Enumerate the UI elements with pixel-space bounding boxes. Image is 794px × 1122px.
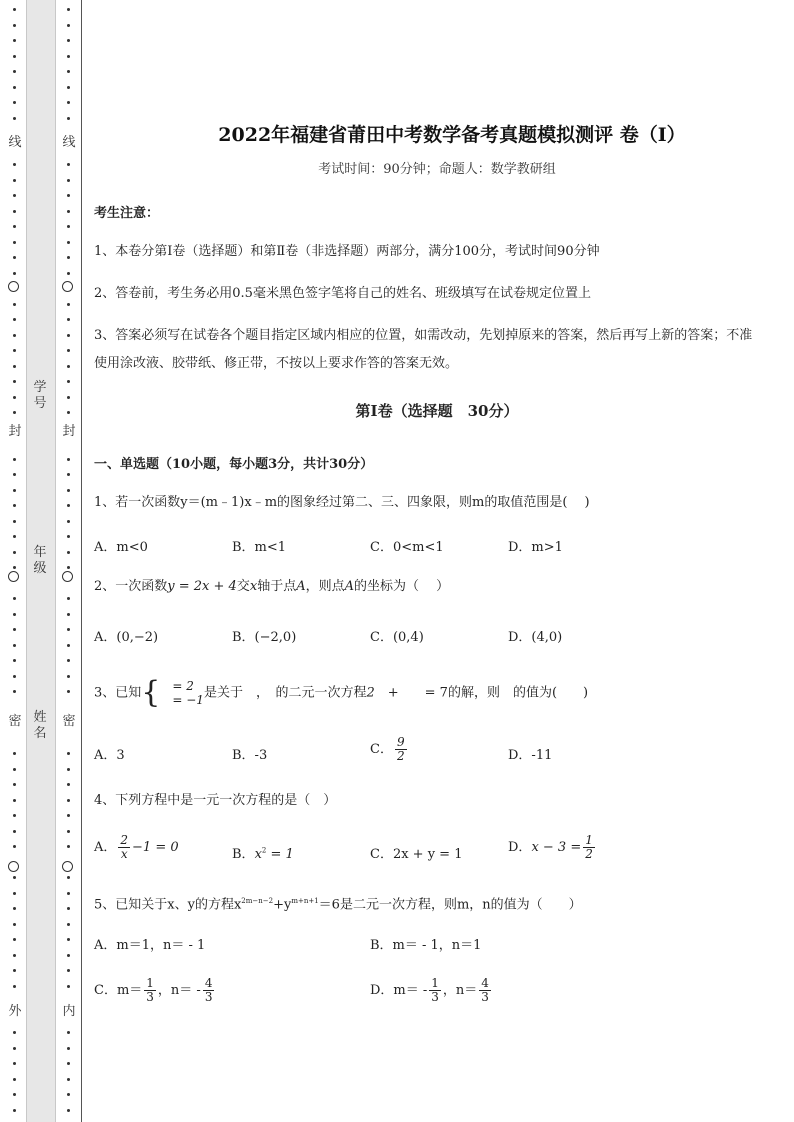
dot <box>67 969 70 972</box>
inner-char-seal: 封 <box>62 424 76 439</box>
system-line-2: = −1 <box>160 693 204 707</box>
dot <box>67 535 70 538</box>
dot <box>67 504 70 507</box>
q3-option-b: B．-3 <box>232 748 268 763</box>
dot <box>13 938 16 941</box>
variable: x <box>254 847 262 862</box>
dot <box>67 179 70 182</box>
dot <box>67 1047 70 1050</box>
dot <box>13 380 16 383</box>
q5-text: +y <box>273 897 292 913</box>
question-1-stem: 1、若一次函数y＝(m﹣1)x﹣m的图象经过第二、三、四象限，则m的取值范围是( ) <box>94 495 590 510</box>
outer-char-secret: 密 <box>8 714 22 729</box>
denominator: 3 <box>146 990 154 1004</box>
dot <box>67 194 70 197</box>
fraction <box>203 977 215 1004</box>
q2-option-d: D．(4,0) <box>508 630 563 645</box>
q4-option-c: C．2x + y = 1 <box>370 847 463 862</box>
q2-point-a: A <box>296 579 306 594</box>
exam-title: 2022年福建省莆田中考数学备考真题模拟测评 卷（Ⅰ） <box>218 124 686 146</box>
notice-heading: 考生注意： <box>94 206 160 221</box>
dot <box>13 907 16 910</box>
dot <box>67 272 70 275</box>
dot <box>67 39 70 42</box>
exam-subtitle: 考试时间：90分钟；命题人：数学教研组 <box>318 162 556 177</box>
dot <box>13 55 16 58</box>
numerator: 1 <box>431 976 439 990</box>
option-text: ，n＝ <box>442 983 478 998</box>
option-label: B． <box>232 847 255 862</box>
denominator: 3 <box>431 990 439 1004</box>
ring-icon <box>62 281 73 292</box>
dot <box>67 1062 70 1065</box>
dot <box>13 597 16 600</box>
outer-char-outside: 外 <box>8 1004 22 1019</box>
dot <box>13 411 16 414</box>
dot <box>67 613 70 616</box>
dot <box>67 8 70 11</box>
q1-option-b: B．m<1 <box>232 540 287 555</box>
dot <box>13 768 16 771</box>
dot <box>67 396 70 399</box>
q3-option-c-label: C． <box>370 742 393 757</box>
dot <box>13 892 16 895</box>
dot <box>13 489 16 492</box>
dot <box>13 1109 16 1112</box>
dot <box>13 1093 16 1096</box>
dot <box>13 1062 16 1065</box>
option-label: D． <box>508 840 532 855</box>
dot <box>13 458 16 461</box>
dot <box>13 566 16 569</box>
dot <box>67 799 70 802</box>
dot <box>13 24 16 27</box>
fraction <box>583 834 595 861</box>
brace-icon: { <box>141 675 161 710</box>
dot <box>13 349 16 352</box>
q4-option-b <box>232 843 294 862</box>
dot <box>67 365 70 368</box>
dot <box>67 1031 70 1034</box>
dot <box>13 117 16 120</box>
q3-eq-coef: 2 <box>366 685 375 701</box>
dot <box>13 985 16 988</box>
dot <box>67 892 70 895</box>
dot <box>67 659 70 662</box>
dot <box>13 1047 16 1050</box>
dot <box>67 520 70 523</box>
numerator: 1 <box>585 833 593 847</box>
dot <box>13 473 16 476</box>
dot <box>67 752 70 755</box>
dot <box>13 504 16 507</box>
denominator: x <box>120 847 128 861</box>
ring-icon <box>8 281 19 292</box>
dot <box>13 969 16 972</box>
q5-text: 5、已知关于x、y的方程x <box>94 897 242 913</box>
q2-option-b: B．(−2,0) <box>232 630 297 645</box>
q3-eq-rhs: = 7 <box>424 685 448 701</box>
dot <box>67 101 70 104</box>
dot <box>13 783 16 786</box>
q3-text: 的解，则 的值为( ) <box>447 685 589 701</box>
dot <box>13 365 16 368</box>
dot <box>67 845 70 848</box>
dot <box>67 985 70 988</box>
inner-dotted-line <box>67 0 71 1122</box>
q5-option-a: A．m＝1，n＝ - 1 <box>94 938 206 953</box>
dot <box>13 318 16 321</box>
dot <box>67 675 70 678</box>
option-text: C．m＝ <box>94 983 143 998</box>
dot <box>67 1078 70 1081</box>
q3-option-a: A．3 <box>94 748 125 763</box>
dot <box>67 814 70 817</box>
outer-dotted-line <box>13 0 17 1122</box>
dot <box>67 210 70 213</box>
equation-lhs: x − 3 = <box>531 840 582 855</box>
dot <box>13 39 16 42</box>
dot <box>13 628 16 631</box>
dot <box>13 675 16 678</box>
ring-icon <box>62 861 73 872</box>
q2-equation: y = 2x + 4 <box>167 579 237 594</box>
denominator: 3 <box>481 990 489 1004</box>
q2-text: 2、一次函数 <box>94 579 168 594</box>
dot <box>67 241 70 244</box>
dot <box>67 907 70 910</box>
dot <box>13 256 16 259</box>
option-text: ，n＝ - <box>157 983 201 998</box>
exponent: m+n+1 <box>291 897 319 905</box>
q2-point-a: A <box>344 579 354 594</box>
section-title: 第Ⅰ卷（选择题 30分） <box>355 402 519 420</box>
dot <box>13 101 16 104</box>
dot <box>67 690 70 693</box>
q3-text: 是关于 ， 的二元一次方程 <box>203 685 367 701</box>
fraction <box>395 736 407 763</box>
denominator: 3 <box>204 990 213 1004</box>
exponent: 2 <box>261 846 267 855</box>
dot <box>67 473 70 476</box>
q1-option-c: C．0<m<1 <box>370 540 444 555</box>
equation-system <box>160 679 204 707</box>
dot <box>67 458 70 461</box>
dot <box>67 1109 70 1112</box>
dot <box>13 1078 16 1081</box>
dot <box>13 752 16 755</box>
denominator: 2 <box>585 847 593 861</box>
equation-rest: −1 = 0 <box>132 840 179 855</box>
exponent: 2m−n−2 <box>241 897 274 905</box>
grade-label: 年级 <box>33 545 47 576</box>
student-id-label: 学号 <box>33 380 47 411</box>
dot <box>13 86 16 89</box>
q3-text: 3、已知 <box>94 685 142 701</box>
dot <box>67 334 70 337</box>
fraction <box>429 977 441 1004</box>
dot <box>13 225 16 228</box>
q2-text: 交 <box>236 579 250 594</box>
dot <box>13 163 16 166</box>
dot <box>67 551 70 554</box>
outer-char-seal: 封 <box>8 424 22 439</box>
q4-option-a <box>94 834 179 861</box>
option-text: D．m＝ - <box>370 983 428 998</box>
system-line-1: = 2 <box>160 679 194 693</box>
dot <box>67 830 70 833</box>
numerator: 9 <box>396 735 405 749</box>
q3-option-c <box>370 736 409 763</box>
dot <box>13 210 16 213</box>
q1-option-a: A．m<0 <box>94 540 148 555</box>
notice-item: 3、答案必须写在试卷各个题目指定区域内相应的位置，如需改动，先划掉原来的答案，然后再写上新的答案；不准使用涂改液、胶带纸、修正带，不按以上要求作答的答案无效。 <box>94 328 753 371</box>
dot <box>13 876 16 879</box>
dot <box>67 225 70 228</box>
dot <box>67 24 70 27</box>
numerator: 1 <box>146 976 154 990</box>
dot <box>67 349 70 352</box>
dot <box>67 380 70 383</box>
fraction <box>118 834 130 861</box>
option-label: A． <box>94 840 117 855</box>
q2-text: ，则点 <box>305 579 345 594</box>
q2-option-c: C．(0,4) <box>370 630 424 645</box>
dot <box>13 830 16 833</box>
ring-icon <box>8 571 19 582</box>
question-4-stem: 4、下列方程中是一元一次方程的是（ ） <box>94 793 337 808</box>
dot <box>13 814 16 817</box>
dot <box>67 876 70 879</box>
q3-option-d: D．-11 <box>508 748 553 763</box>
dot <box>67 1093 70 1096</box>
dot <box>67 954 70 957</box>
dot <box>13 659 16 662</box>
dot <box>13 70 16 73</box>
outer-char-line: 线 <box>8 135 22 150</box>
denominator: 2 <box>396 749 405 763</box>
dot <box>67 318 70 321</box>
inner-char-inside: 内 <box>62 1004 76 1019</box>
numerator: 2 <box>120 833 129 847</box>
dot <box>67 768 70 771</box>
q4-option-d <box>508 834 597 861</box>
dot <box>13 613 16 616</box>
q5-option-d <box>370 977 493 1004</box>
dot <box>67 303 70 306</box>
dot <box>67 411 70 414</box>
q2-option-a: A．(0,−2) <box>94 630 159 645</box>
dot <box>67 117 70 120</box>
notice-item: 1、本卷分第Ⅰ卷（选择题）和第Ⅱ卷（非选择题）两部分，满分100分，考试时间90分钟 <box>94 244 600 259</box>
dot <box>13 303 16 306</box>
dot <box>13 535 16 538</box>
notice-item: 2、答卷前，考生务必用0.5毫米黑色签字笔将自己的姓名、班级填写在试卷规定位置上 <box>94 286 591 301</box>
inner-char-line: 线 <box>62 135 76 150</box>
dot <box>67 783 70 786</box>
dot <box>67 70 70 73</box>
dot <box>13 845 16 848</box>
q3-eq-plus: + <box>374 685 425 701</box>
dot <box>67 163 70 166</box>
q2-x-var: x <box>249 579 258 594</box>
question-5-stem <box>94 891 582 915</box>
dot <box>67 86 70 89</box>
q1-option-d: D．m>1 <box>508 540 563 555</box>
dot <box>13 194 16 197</box>
dot <box>13 520 16 523</box>
dot <box>67 256 70 259</box>
dot <box>13 923 16 926</box>
dot <box>13 551 16 554</box>
dot <box>67 628 70 631</box>
dot <box>67 489 70 492</box>
numerator: 4 <box>481 976 489 990</box>
dot <box>13 179 16 182</box>
dot <box>13 396 16 399</box>
equation-rest: = 1 <box>266 847 294 862</box>
name-label: 姓名 <box>33 710 47 741</box>
numerator: 4 <box>204 976 213 990</box>
dot <box>13 241 16 244</box>
question-3-stem <box>94 675 589 710</box>
q5-option-c <box>94 977 216 1004</box>
q2-text: 轴于点 <box>257 579 297 594</box>
q5-text: ＝6是二元一次方程，则m，n的值为（ ） <box>318 897 582 913</box>
margin-rule <box>81 0 82 1122</box>
q5-option-b: B．m＝ - 1，n＝1 <box>370 938 482 953</box>
q2-text: 的坐标为（ ） <box>354 579 450 594</box>
ring-icon <box>8 861 19 872</box>
inner-char-secret: 密 <box>62 714 76 729</box>
fraction <box>144 977 156 1004</box>
dot <box>13 8 16 11</box>
dot <box>13 272 16 275</box>
dot <box>13 799 16 802</box>
dot <box>67 938 70 941</box>
dot <box>13 690 16 693</box>
dot <box>67 566 70 569</box>
dot <box>13 644 16 647</box>
dot <box>13 1031 16 1034</box>
dot <box>13 954 16 957</box>
ring-icon <box>62 571 73 582</box>
dot <box>67 644 70 647</box>
dot <box>67 597 70 600</box>
question-2-stem <box>94 577 449 597</box>
dot <box>67 55 70 58</box>
dot <box>13 334 16 337</box>
fraction <box>479 977 491 1004</box>
part-title: 一、单选题（10小题，每小题3分，共计30分） <box>94 457 374 472</box>
dot <box>67 923 70 926</box>
